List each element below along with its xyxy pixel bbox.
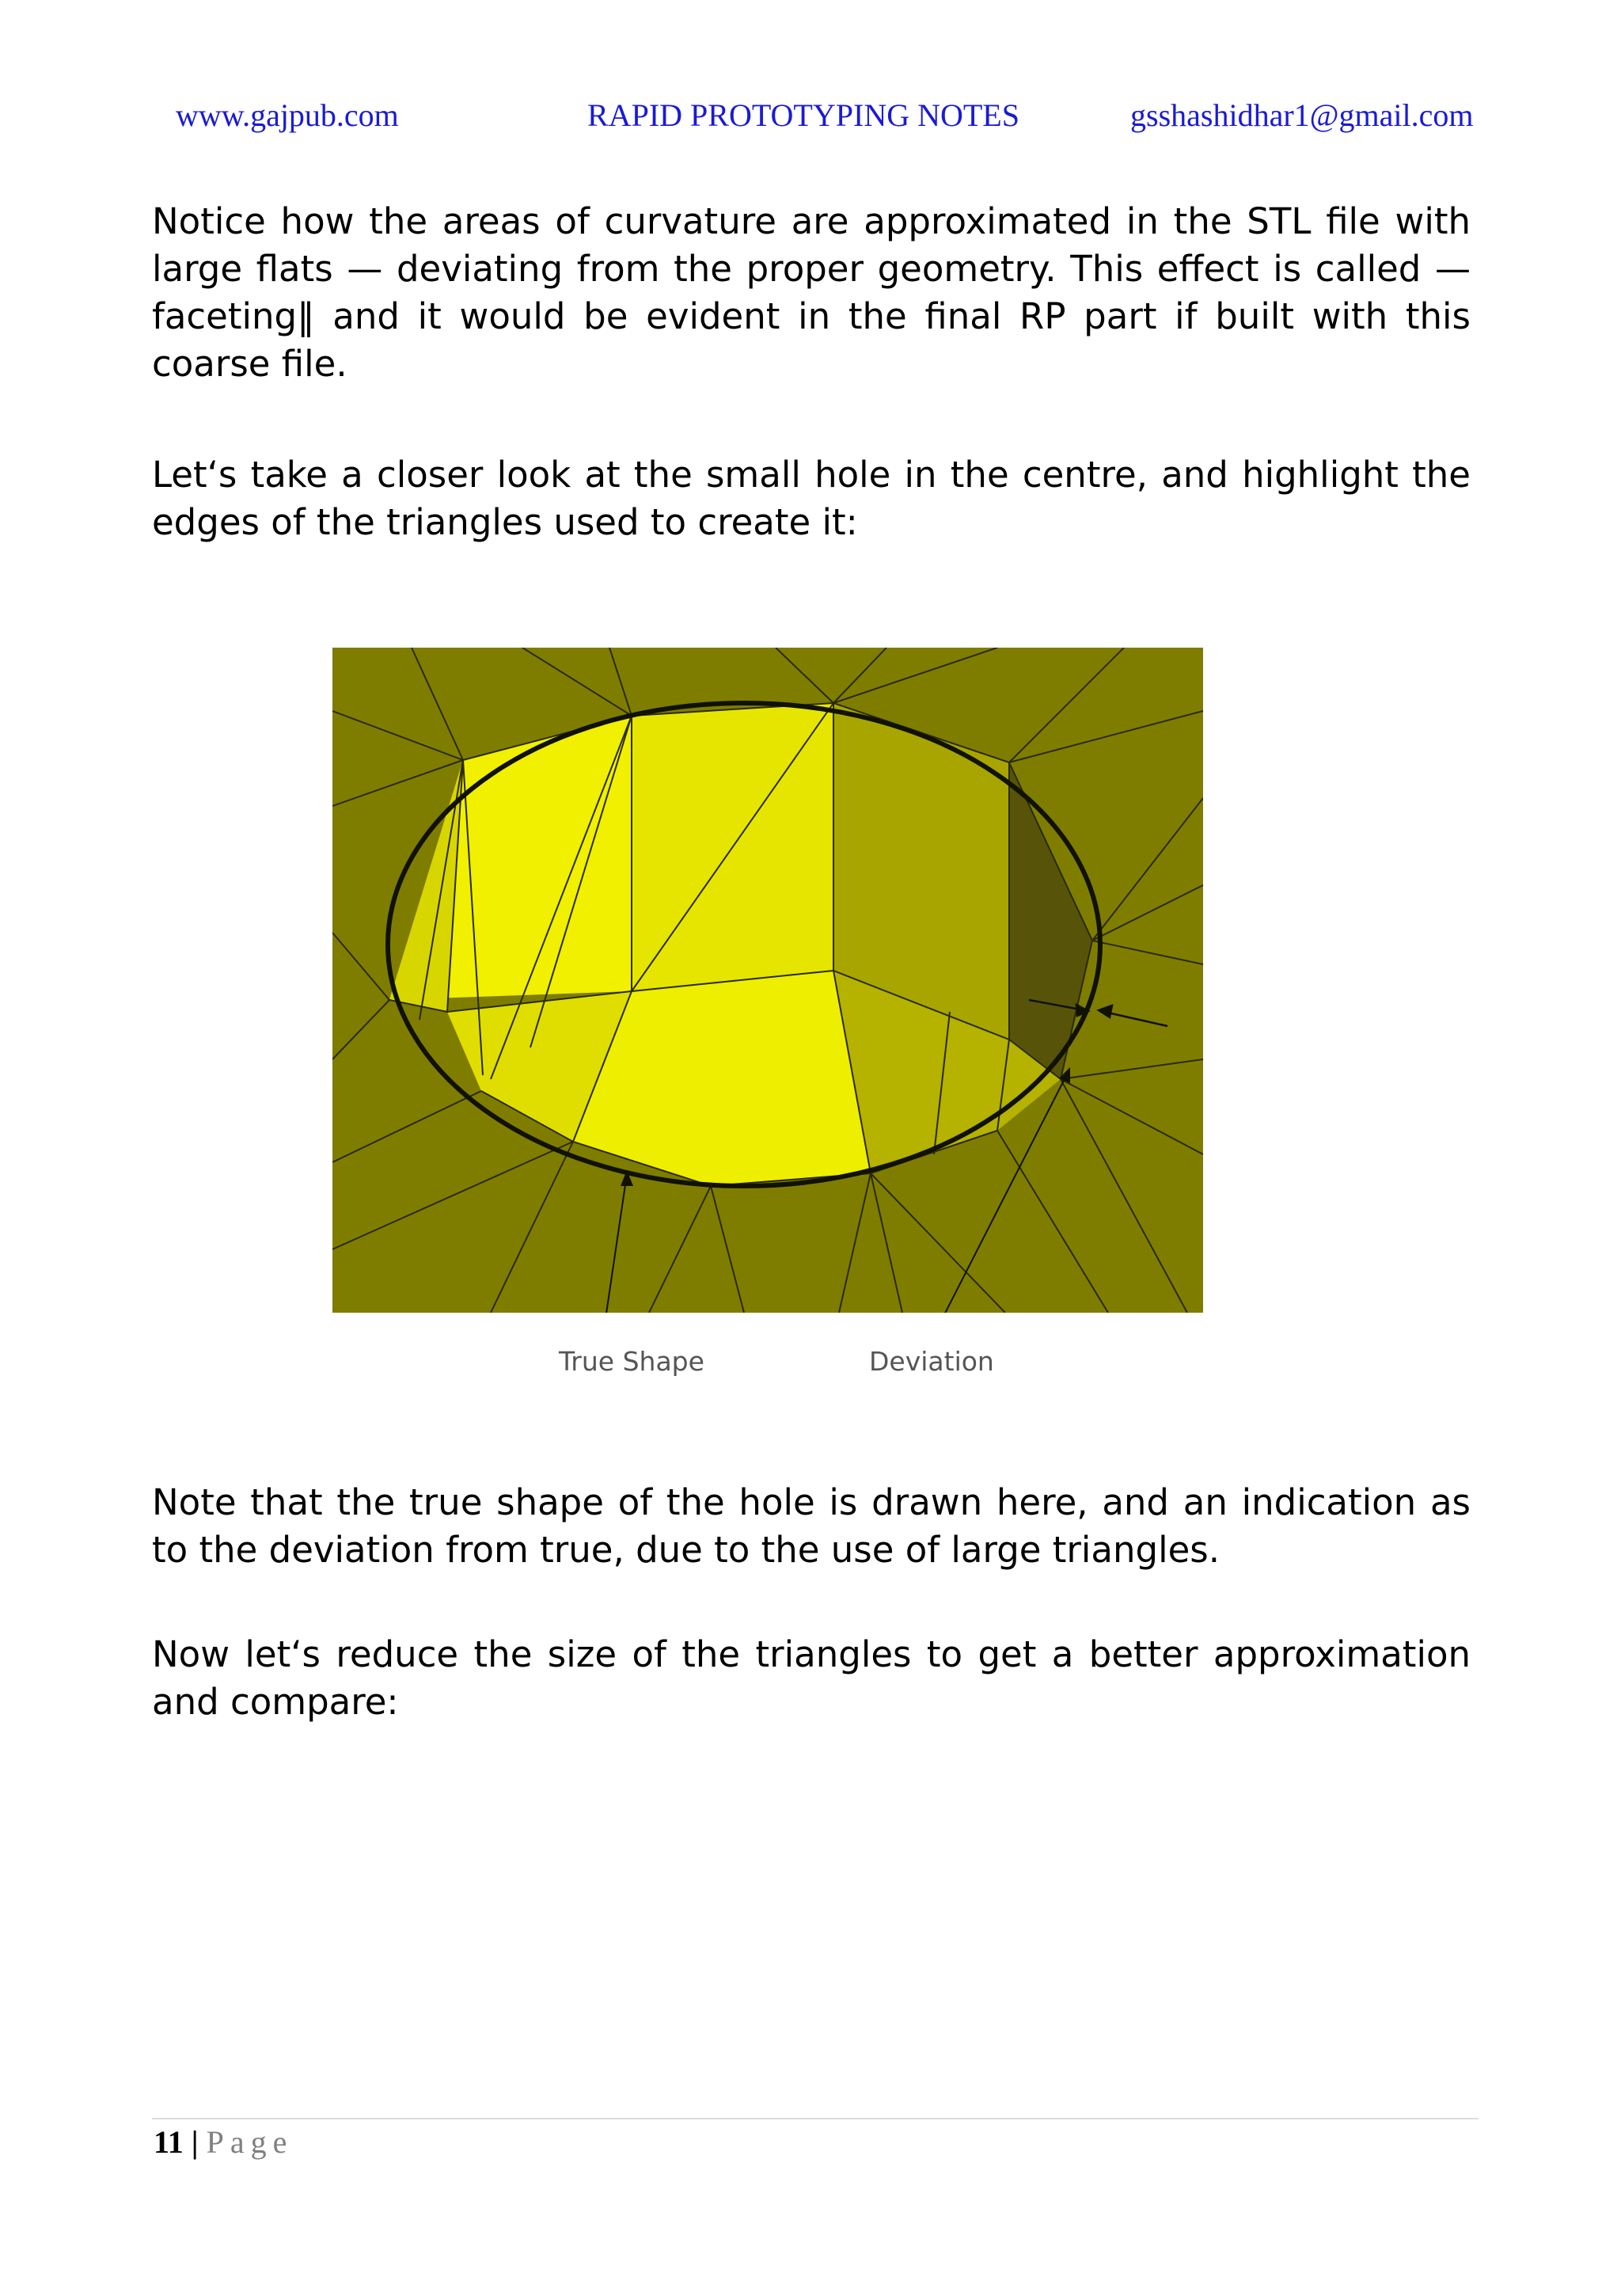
stl-hole-figure <box>332 648 1203 1313</box>
caption-true-shape: True Shape <box>559 1346 704 1377</box>
page-footer <box>154 2123 293 2161</box>
footer-separator: | <box>191 2124 199 2160</box>
header-title: RAPID PROTOTYPING NOTES <box>587 97 1019 133</box>
page-header <box>0 97 1621 136</box>
caption-deviation: Deviation <box>869 1346 994 1377</box>
page-number: 11 <box>154 2124 184 2160</box>
paragraph-true-shape-note: Note that the true shape of the hole is drawn here, and an indication as to the deviation from true, due to the use of large triangles. <box>152 1481 1471 1571</box>
paragraph-faceting: Notice how the areas of curvature are approximated in the STL file with large flats — deviating from the proper geometry. This effect is called —faceting‖ and it would be evident in the final RP part if built with this coarse file. <box>152 200 1471 385</box>
page-label: Page <box>206 2124 294 2160</box>
paragraph-closer-look: Let‘s take a closer look at the small hole in the centre, and highlight the edges of the triangles used to create it: <box>152 454 1471 543</box>
header-email: gsshashidhar1@gmail.com <box>1130 97 1474 133</box>
paragraph-reduce-triangles: Now let‘s reduce the size of the triangles to get a better approximation and compare: <box>152 1633 1471 1723</box>
header-website: www.gajpub.com <box>176 97 399 133</box>
footer-divider <box>152 2118 1479 2119</box>
